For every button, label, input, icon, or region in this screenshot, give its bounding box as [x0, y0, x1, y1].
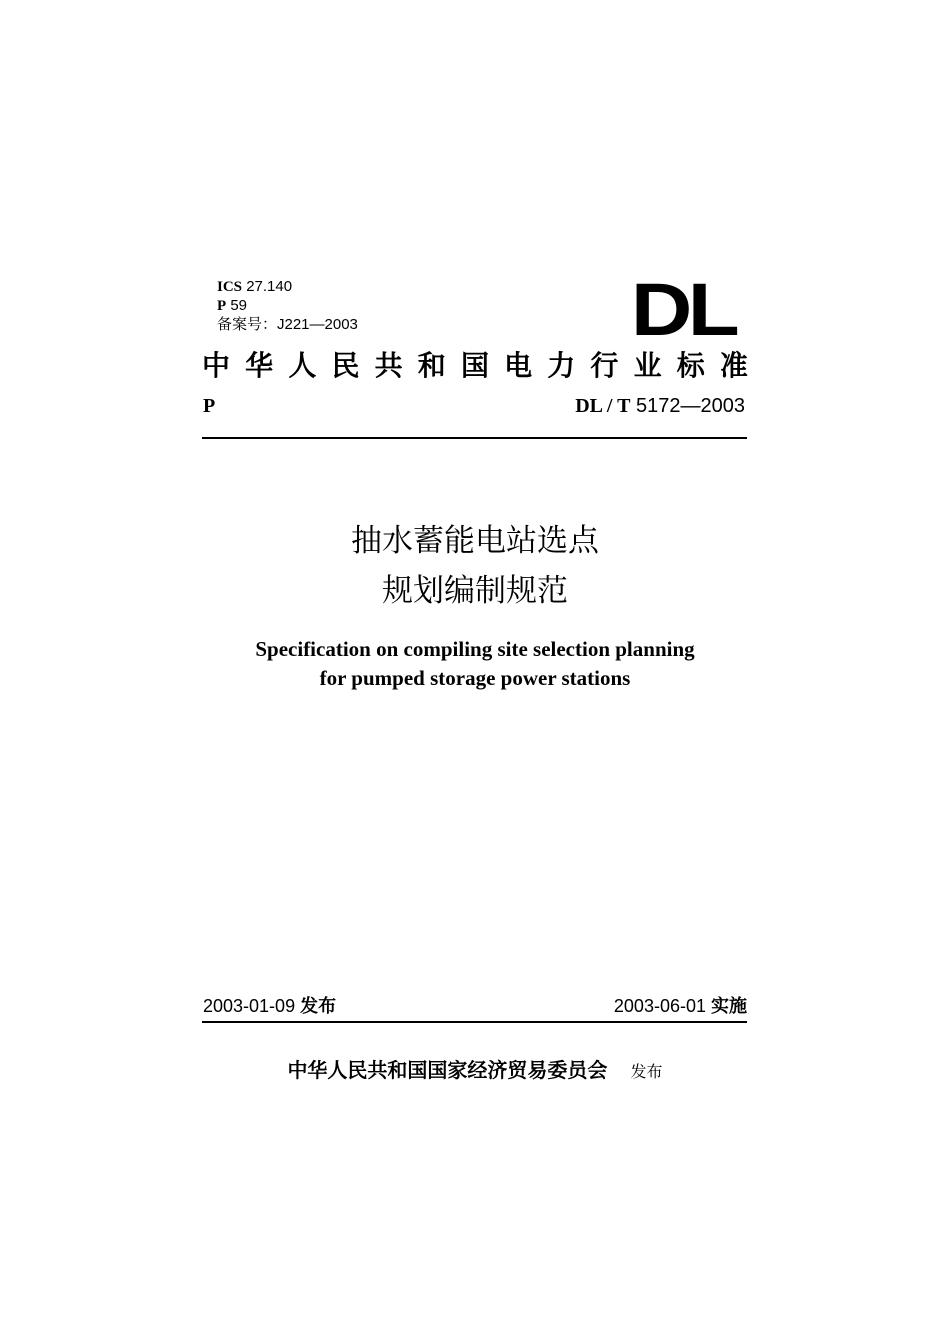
dl-logo: DL — [630, 268, 736, 351]
heading-char: 民 — [331, 349, 360, 382]
implement-date-value: 2003-06-01 — [613, 996, 706, 1016]
heading-char: 和 — [417, 349, 446, 382]
p-value: 59 — [230, 297, 248, 314]
standard-number-prefix: DL / T — [575, 395, 631, 417]
implement-date — [614, 994, 747, 1019]
standard-type-heading — [202, 346, 748, 382]
heading-char: 准 — [719, 349, 748, 382]
heading-char: 标 — [676, 349, 705, 382]
publish-label: 发布 — [630, 1062, 663, 1081]
heading-char: 力 — [547, 349, 576, 382]
heading-char: 国 — [460, 349, 489, 382]
title-cn-line-1: 抽水蓄能电站选点 — [351, 523, 599, 559]
heading-char: 中 — [202, 349, 231, 382]
standard-number-value: 5172—2003 — [636, 395, 745, 417]
heading-char: 电 — [504, 349, 533, 382]
heading-char: 人 — [288, 349, 317, 382]
title-en-line-1: Specification on compiling site selection planning — [255, 637, 695, 661]
ics-code — [217, 277, 292, 297]
standard-number — [575, 393, 745, 419]
ics-value: 27.140 — [246, 278, 293, 295]
issue-date — [203, 994, 336, 1019]
filing-number: 备案号：J221—2003 — [217, 316, 358, 333]
heading-char: 业 — [633, 349, 662, 382]
title-cn-line-2: 规划编制规范 — [382, 573, 568, 609]
ics-label: ICS — [217, 279, 243, 295]
heading-char: 共 — [374, 349, 403, 382]
publisher-line — [0, 1054, 950, 1083]
p-label: P — [217, 298, 227, 314]
top-divider — [202, 437, 747, 439]
issue-date-value: 2003-01-09 — [203, 996, 296, 1016]
heading-char: 华 — [245, 349, 274, 382]
p-code — [217, 296, 247, 316]
heading-char: 行 — [590, 349, 619, 382]
implement-label: 实施 — [711, 996, 747, 1017]
publisher-name: 中华人民共和国国家经济贸易委员会 — [287, 1058, 608, 1082]
issue-label: 发布 — [300, 996, 337, 1017]
title-en-line-2: for pumped storage power stations — [319, 666, 631, 690]
bottom-divider — [202, 1021, 747, 1023]
classification-code: P — [203, 395, 216, 417]
